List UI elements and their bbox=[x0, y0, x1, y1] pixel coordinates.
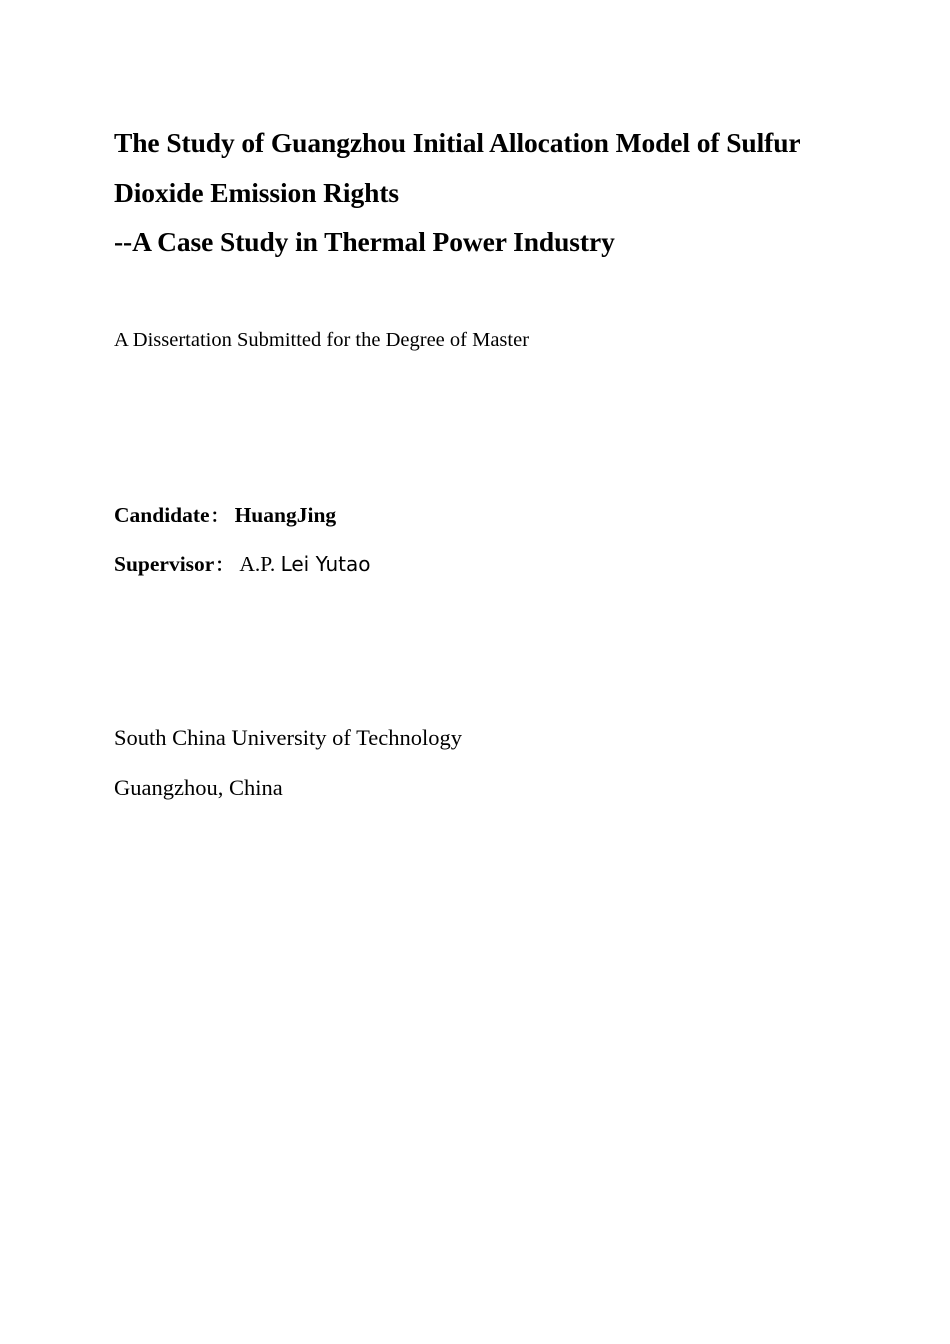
university-city: Guangzhou, China bbox=[114, 775, 283, 800]
candidate-label: Candidate bbox=[114, 503, 210, 527]
supervisor-label: Supervisor bbox=[114, 552, 215, 576]
title-line-2: Dioxide Emission Rights bbox=[114, 176, 399, 208]
candidate-name: HuangJing bbox=[234, 503, 337, 527]
supervisor-colon: ： bbox=[215, 555, 234, 576]
dissertation-title bbox=[114, 118, 854, 267]
title-line-3: --A Case Study in Thermal Power Industry bbox=[114, 226, 615, 257]
title-line-1: The Study of Guangzhou Initial Allocation Model of Sulfur bbox=[114, 127, 801, 158]
degree-statement: A Dissertation Submitted for the Degree of Master bbox=[114, 329, 530, 351]
supervisor-name: Lei Yutao bbox=[280, 552, 371, 576]
candidate-colon: ： bbox=[210, 506, 229, 527]
candidate-line bbox=[114, 501, 336, 531]
supervisor-line bbox=[114, 550, 371, 580]
supervisor-title: A.P. bbox=[239, 552, 281, 576]
university-name: South China University of Technology bbox=[114, 725, 462, 750]
